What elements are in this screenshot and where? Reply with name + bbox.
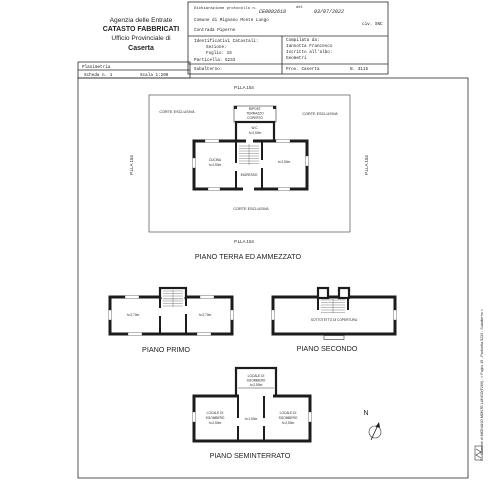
wc-door	[246, 140, 253, 144]
register-number: N. 3115	[350, 67, 369, 72]
storage-room-height: h=2,50m	[208, 421, 222, 425]
identifiers-title: Identificativi Catastali:	[194, 39, 259, 44]
civic-number: civ. SNC	[362, 22, 383, 27]
entrance-door	[243, 187, 254, 191]
basement-caption: PIANO SEMINTERRATO	[209, 451, 291, 460]
second-floor-plan	[272, 288, 397, 353]
ground-floor-caption: PIANO TERRA ED AMMEZZATO	[194, 252, 302, 261]
north-label: N	[363, 410, 369, 417]
court-label-bottom: CORTE ESCLUSIVA	[233, 207, 269, 211]
terrace-label: TERRAZZO	[246, 111, 264, 116]
storage-room-height: h=2,50m	[249, 383, 263, 387]
room-height-right: h=2,70m	[198, 313, 212, 317]
storage-room-height: h=2,50m	[281, 421, 295, 425]
sheet-scale: Scala 1:200	[140, 73, 169, 78]
sheet-field: Foglio: 15	[206, 51, 232, 56]
margin-note: F. - Comune di MIGNANO MONTE LUNGO(F260) - < Foglio 15 - Particella 5233 - Subalterno >	[480, 309, 484, 461]
court-label-right: CORTE ESCLUSIVA	[302, 112, 338, 116]
parcel-label-top: P.LLA 154	[234, 85, 254, 90]
kitchen-height: h=2,50m	[208, 163, 222, 167]
window	[205, 140, 219, 143]
annex-opening	[239, 394, 273, 398]
window	[278, 188, 290, 191]
wc-height: h=2,50m	[248, 131, 262, 135]
window	[200, 296, 214, 299]
address: Contrada Piperne	[194, 28, 236, 33]
declaration-box	[188, 2, 388, 74]
storage-room-label: LOCALE DI	[206, 411, 224, 415]
window	[193, 412, 196, 422]
sheet-info-box	[78, 62, 190, 78]
date-label: del	[296, 6, 304, 10]
parcel-label-right: P.LLA 154	[364, 155, 369, 175]
register-value: Geometri	[286, 56, 307, 61]
window	[309, 412, 312, 422]
window	[197, 333, 211, 336]
parcel-label-left: P.LLA 154	[129, 155, 134, 175]
kitchen-label: CUCINA	[208, 158, 222, 162]
second-floor-caption: PIANO SECONDO	[296, 344, 358, 353]
terrace-post	[234, 106, 237, 109]
room-height-left: h=2,70m	[126, 313, 140, 317]
corridor-height: h=1,50m	[244, 417, 258, 421]
first-floor-caption: PIANO PRIMO	[142, 345, 190, 354]
window	[272, 310, 275, 320]
compiler-label: Compilata da:	[286, 38, 320, 43]
sheet-title: Planimetria	[82, 65, 111, 70]
agency-register: CATASTO FABBRICATI	[102, 26, 180, 33]
entrance-label: INGRESSO	[240, 173, 258, 177]
section-field: Sezione:	[206, 45, 227, 50]
attic-label: SOTTOTETTO DI COPERTURA	[310, 318, 358, 322]
balcony	[324, 336, 344, 340]
agency-city: Caserta	[128, 45, 154, 52]
storage-room-label: SGOMBERO	[246, 378, 266, 383]
terrace-post	[273, 106, 276, 109]
agency-name: Agenzia delle Entrate	[109, 17, 173, 24]
court-label-left: CORTE ESCLUSIVA	[159, 110, 195, 114]
storage-room-label: LOCALE DI	[247, 374, 265, 378]
compass-needle-head	[376, 422, 381, 428]
storage-room-label: LOCALE DI	[279, 411, 297, 415]
declaration-label: Dichiarazione protocollo n.	[194, 7, 258, 11]
chimney	[339, 288, 349, 298]
ground-floor-plan	[129, 85, 369, 261]
agency-office: Ufficio Provinciale di	[111, 35, 171, 42]
basement-plan	[193, 368, 312, 460]
agency-header	[103, 17, 180, 52]
parcel-label-bottom: P.LLA 154	[234, 239, 254, 244]
protocol-number: CE0082618	[259, 9, 287, 15]
subunit-field: Subalterno:	[194, 67, 223, 72]
window	[125, 296, 139, 299]
compiler-name: Iannotta Francesco	[286, 44, 333, 49]
municipality: Comune di Mignano Monte Lungo	[194, 18, 269, 23]
parcel-field: Particella: 5233	[194, 58, 236, 63]
window	[276, 140, 290, 143]
window	[128, 333, 142, 336]
window	[231, 310, 234, 320]
window	[394, 310, 397, 320]
sheet-card: Scheda n. 1	[84, 73, 113, 78]
declaration-date: 03/07/2022	[314, 9, 345, 15]
window	[109, 310, 112, 320]
storage-room-label: SGOMBERO	[278, 416, 298, 420]
terrace-label: COPERTO	[247, 116, 263, 120]
north-arrow-icon	[363, 410, 381, 440]
first-floor-plan	[109, 288, 234, 354]
window	[208, 188, 220, 191]
wc-label: W.C.	[251, 126, 259, 130]
register-label: Iscritto all'albo:	[286, 50, 333, 55]
storage-label: RIPOST.	[248, 107, 262, 111]
storage-room-label: SGOMBERO	[205, 416, 225, 420]
chimney	[318, 288, 328, 298]
window	[193, 158, 196, 168]
province-field: Prov. Caserta	[286, 67, 320, 72]
window	[306, 156, 309, 166]
room-height: h=2,50m	[277, 160, 291, 164]
